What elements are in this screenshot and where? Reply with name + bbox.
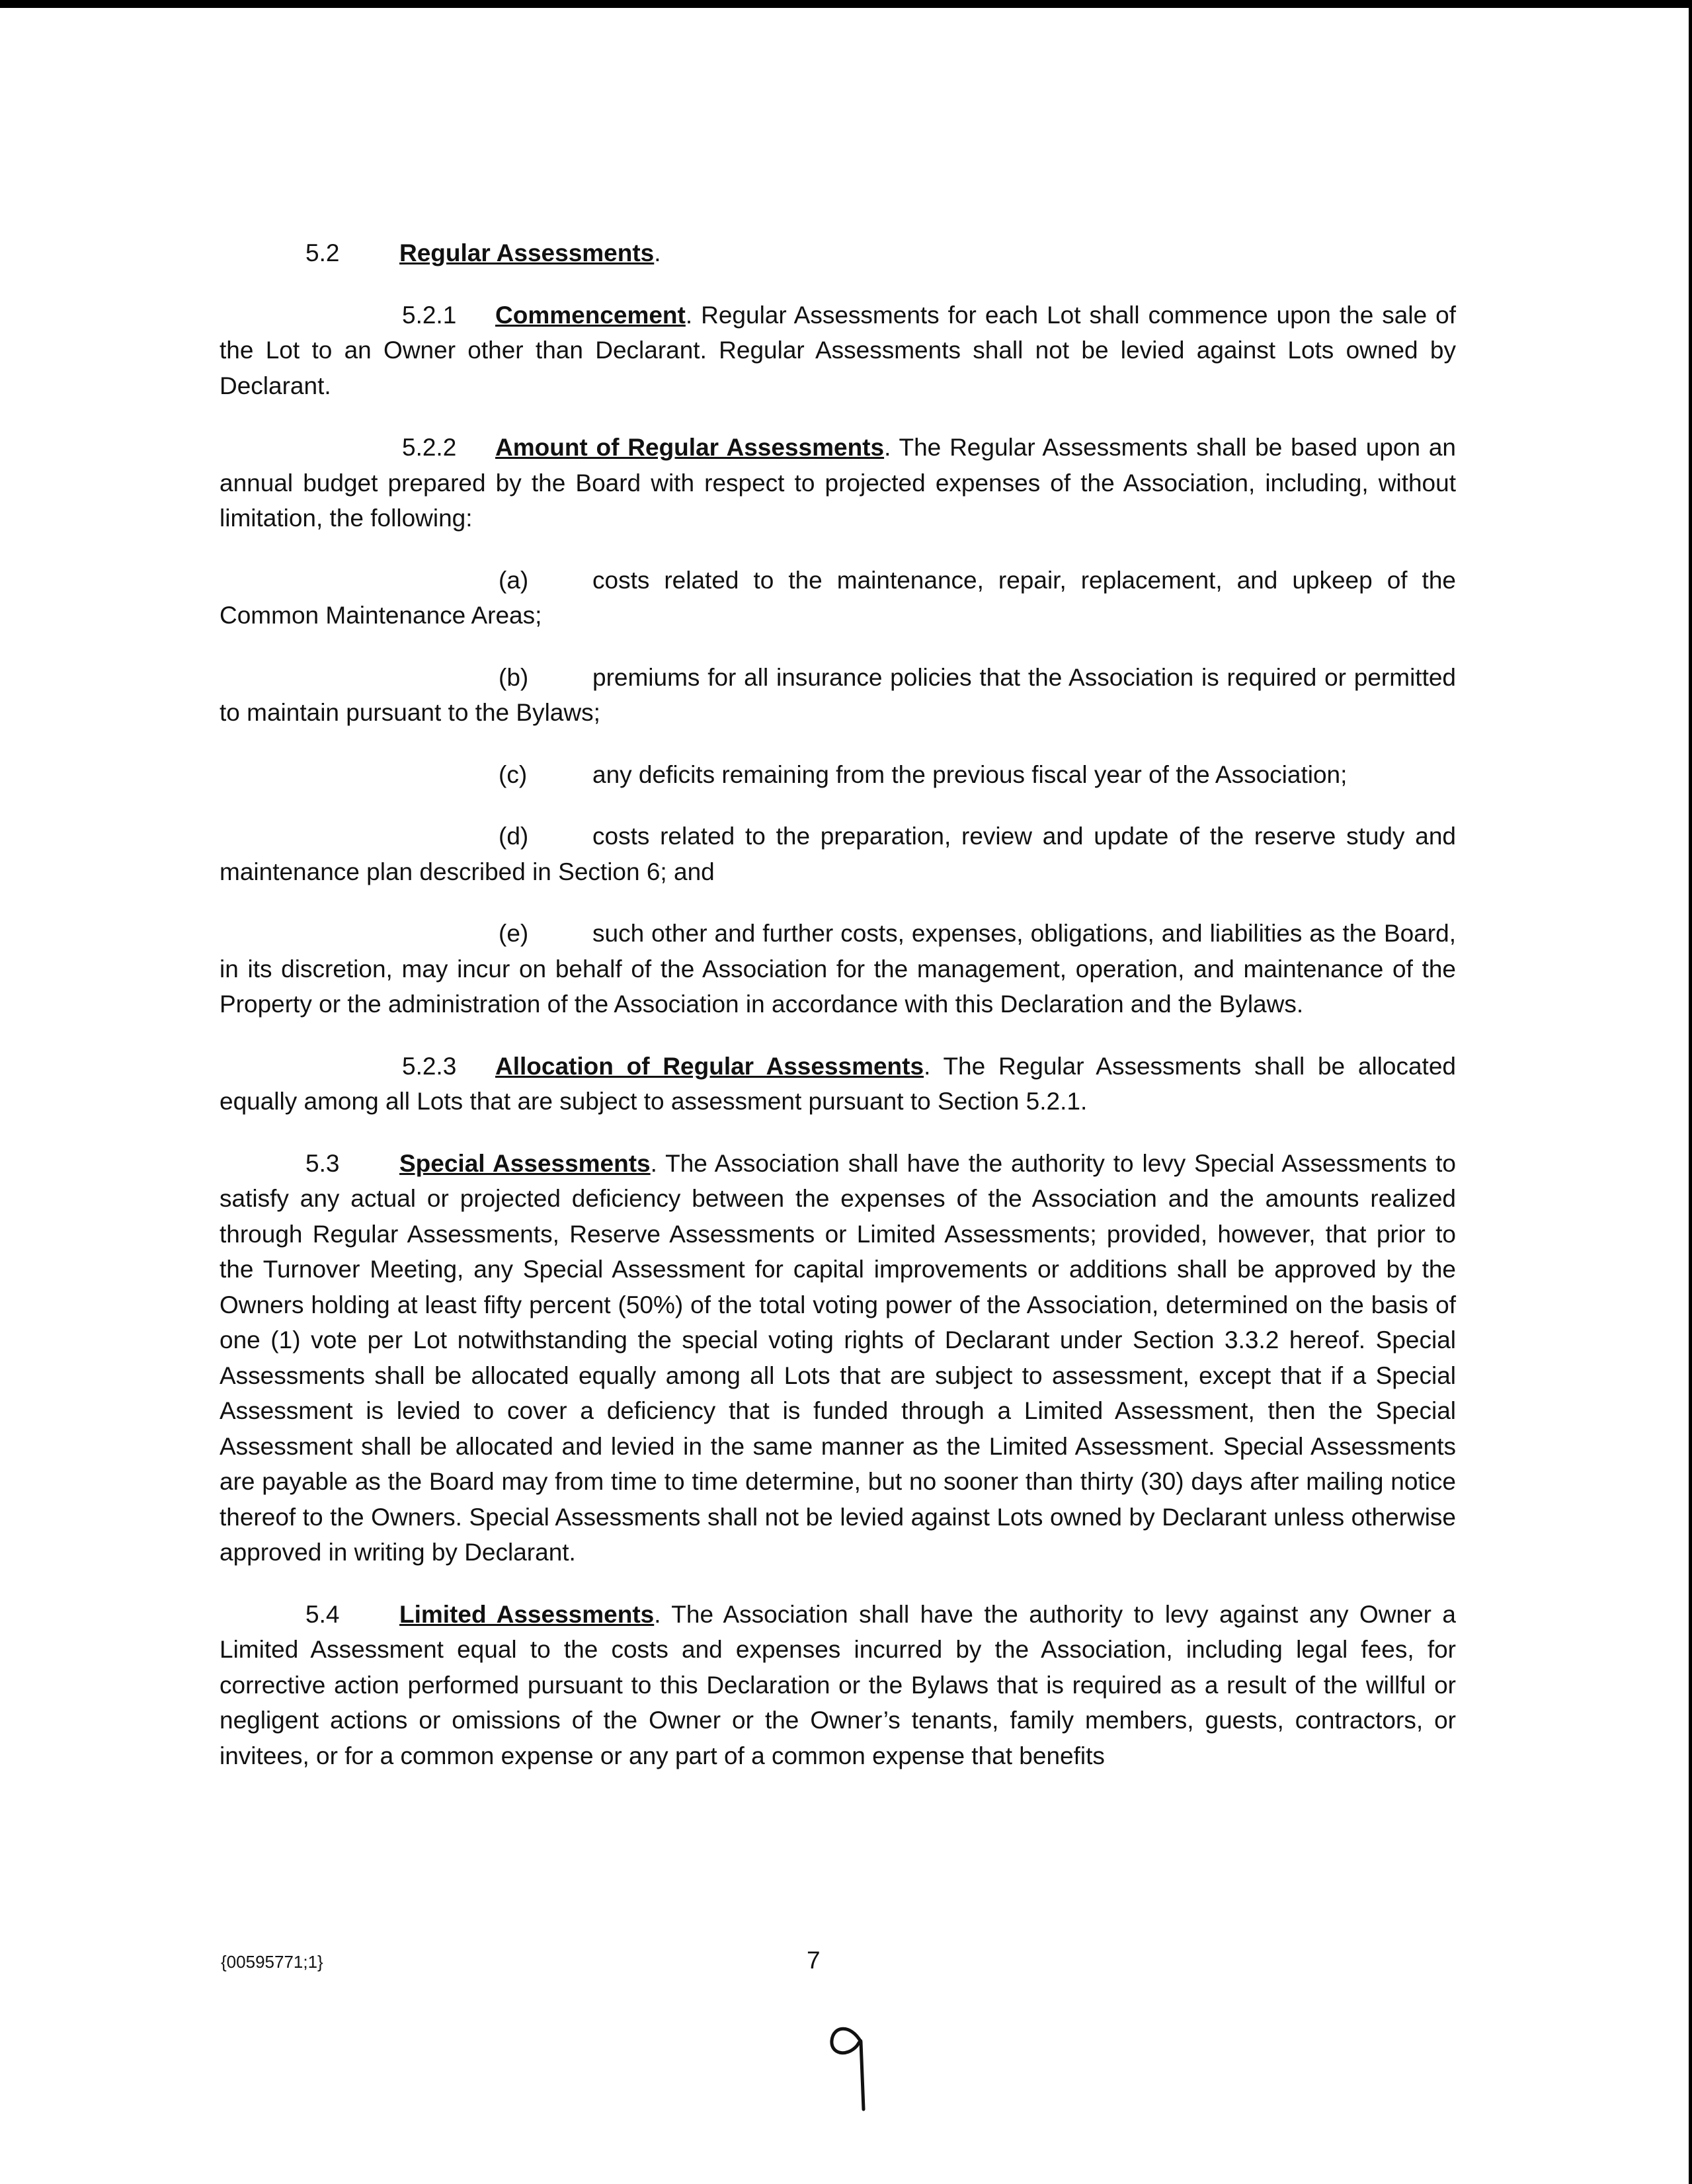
- section-5-3: [220, 1146, 1456, 1570]
- item-label: (c): [499, 760, 528, 788]
- section-text: . The Association shall have the authority to levy against any Owner a Limited Assessment equal to the costs and expenses incurred by the Association, including legal fees, for corrective action performed pursuant to this Declaration or the Bylaws that is required as a result of the willful or negligent actions or omissions of the Owner or the Owner’s tenants, family members, guests, contractors, or invitees, or for a common expense or any part of a common expense that benefits: [220, 1600, 1456, 1769]
- item-text: costs related to the preparation, review and update of the reserve study and maintenance plan described in Section 6; and: [220, 823, 1456, 885]
- document-code: {00595771;1}: [221, 1952, 323, 1972]
- section-number: 5.2: [305, 239, 340, 266]
- section-5-2: [220, 235, 1456, 271]
- item-text: such other and further costs, expenses, obligations, and liabilities as the Board, in its discretion, may incur on behalf of the Association for the management, operation, and maintenance of the Property or the administration of the Association in accordance with this Declaration and the Bylaws.: [220, 920, 1456, 1018]
- section-5-2-3: [220, 1049, 1456, 1119]
- list-item-d: [220, 819, 1456, 889]
- section-heading: Commencement: [495, 301, 686, 329]
- section-number: 5.2.2: [402, 434, 457, 461]
- section-heading: Special Assessments: [399, 1149, 651, 1177]
- section-heading: Regular Assessments: [399, 239, 655, 266]
- section-text: . The Regular Assessments shall be based upon an annual budget prepared by the Board with respect to projected expenses of the Association, including, without limitation, the following:: [220, 434, 1456, 532]
- list-item-e: [220, 916, 1456, 1022]
- section-heading: Amount of Regular Assessments: [495, 434, 885, 461]
- section-text: . The Regular Assessments shall be allocated equally among all Lots that are subject to assessment pursuant to Section 5.2.1.: [220, 1052, 1456, 1115]
- item-text: costs related to the maintenance, repair, replacement, and upkeep of the Common Maintenance Areas;: [220, 566, 1456, 629]
- page-number: 7: [807, 1947, 821, 1974]
- handwritten-number: [826, 2017, 886, 2116]
- item-label: (a): [499, 566, 529, 594]
- section-heading: Limited Assessments: [399, 1600, 655, 1628]
- section-heading: Allocation of Regular Assessments: [495, 1052, 924, 1080]
- item-label: (b): [499, 663, 529, 691]
- section-text: . Regular Assessments for each Lot shall commence upon the sale of the Lot to an Owner other than Declarant. Regular Assessments shall not be levied against Lots owned by Declarant.: [220, 301, 1456, 399]
- item-text: any deficits remaining from the previous fiscal year of the Association;: [592, 760, 1348, 788]
- section-text: . The Association shall have the authority to levy Special Assessments to satisfy any actual or projected deficiency between the expenses of the Association and the amounts realized through Regular Assessments, Reserve Assessments or Limited Assessments; provided, however, that prior to the Turnover Meeting, any Special Assessment for capital improvements or additions shall be approved by the Owners holding at least fifty percent (50%) of the total voting power of the Association, determined on the basis of one (1) vote per Lot notwithstanding the special voting rights of Declarant under Section 3.3.2 hereof. Special Assessments shall be allocated equally among all Lots that are subject to assessment, except that if a Special Assessment is levied to cover a deficiency that is funded through a Limited Assessment, then the Special Assessment shall be allocated and levied in the same manner as the Limited Assessment. Special Assessments are payable as the Board may from time to time determine, but no sooner than thirty (30) days after mailing notice thereof to the Owners. Special Assessments shall not be levied against Lots owned by Declarant unless otherwise approved in writing by Declarant.: [220, 1149, 1456, 1566]
- item-label: (e): [499, 920, 529, 947]
- section-5-2-1: [220, 298, 1456, 404]
- section-text: .: [654, 239, 661, 266]
- list-item-b: [220, 660, 1456, 731]
- section-number: 5.2.1: [402, 301, 457, 329]
- section-5-2-2: [220, 430, 1456, 536]
- document-body: [220, 235, 1456, 1773]
- section-number: 5.3: [305, 1149, 340, 1177]
- list-item-a: [220, 563, 1456, 633]
- scan-edge-right: [1689, 0, 1692, 2184]
- item-label: (d): [499, 823, 529, 850]
- item-text: premiums for all insurance policies that the Association is required or permitted to maintain pursuant to the Bylaws;: [220, 663, 1456, 726]
- section-5-4: [220, 1597, 1456, 1774]
- section-number: 5.2.3: [402, 1052, 457, 1080]
- scan-edge-top: [0, 0, 1692, 8]
- list-item-c: [220, 757, 1456, 793]
- section-number: 5.4: [305, 1600, 340, 1628]
